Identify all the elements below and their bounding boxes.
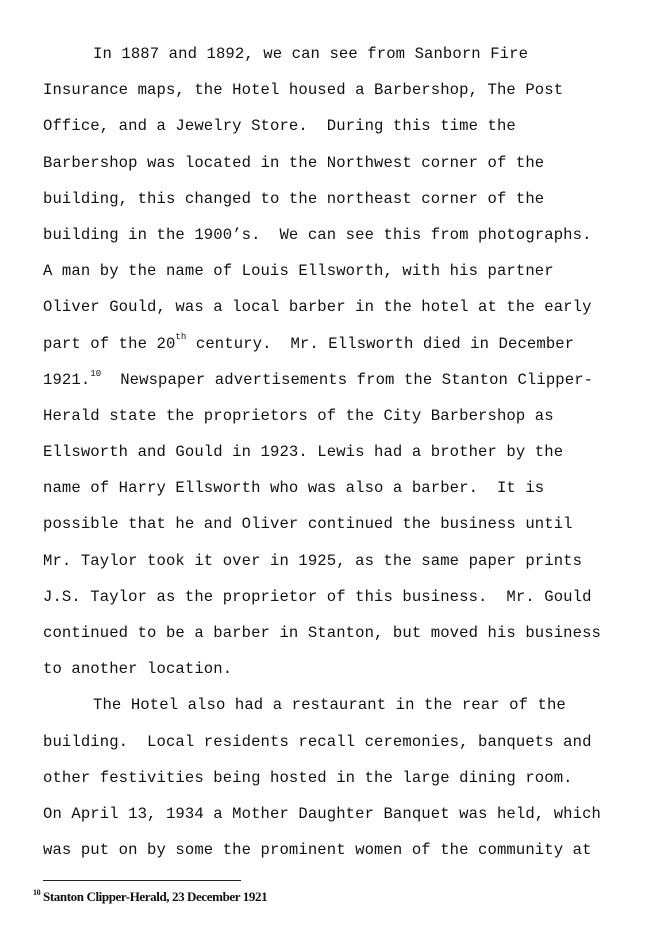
- footnote-divider: [43, 880, 241, 881]
- text-line: name of Harry Ellsworth who was also a barber. It is: [43, 479, 545, 498]
- text-line: The Hotel also had a restaurant in the rear of the: [93, 696, 566, 715]
- text-line: to another location.: [43, 660, 233, 679]
- text-line: Herald state the proprietors of the City Barbershop as: [43, 406, 554, 425]
- text-line: On April 13, 1934 a Mother Daughter Banquet was held, which: [43, 804, 602, 823]
- text-segment: part of the 20: [43, 334, 176, 353]
- text-line: building in the 1900’s. We can see this from photographs.: [43, 225, 592, 244]
- text-segment: Newspaper advertisements from the Stanton Clipper-: [101, 370, 594, 389]
- text-line: A man by the name of Louis Ellsworth, with his partner: [43, 262, 554, 281]
- text-line: In 1887 and 1892, we can see from Sanborn Fire: [93, 45, 529, 63]
- ordinal-superscript: th: [175, 332, 187, 343]
- footnote: [33, 889, 267, 905]
- footnote-text: Stanton Clipper-Herald, 23 December 1921: [40, 889, 268, 904]
- text-line: possible that he and Oliver continued the business until: [43, 515, 573, 534]
- text-line: was put on by some the prominent women of the community at: [43, 841, 592, 860]
- text-line: continued to be a barber in Stanton, but moved his business: [43, 624, 602, 642]
- footnote-reference: 10: [90, 368, 102, 379]
- text-line: Insurance maps, the Hotel housed a Barbershop, The Post: [43, 81, 564, 100]
- text-line: Barbershop was located in the Northwest corner of the: [43, 153, 545, 172]
- body-text: [43, 36, 633, 868]
- text-line: [43, 362, 633, 398]
- text-line: Oliver Gould, was a local barber in the hotel at the early: [43, 298, 592, 317]
- text-segment: century. Mr. Ellsworth died in December: [186, 334, 575, 353]
- text-line: building, this changed to the northeast corner of the: [43, 189, 545, 208]
- text-line: Ellsworth and Gould in 1923. Lewis had a brother by the: [43, 443, 564, 462]
- footnote-number: 10: [33, 887, 41, 897]
- text-line: Office, and a Jewelry Store. During this time the: [43, 117, 516, 136]
- text-segment: 1921.: [43, 370, 91, 389]
- text-line: J.S. Taylor as the proprietor of this business. Mr. Gould: [43, 587, 592, 606]
- text-line: building. Local residents recall ceremonies, banquets and: [43, 732, 592, 751]
- text-line: other festivities being hosted in the large dining room.: [43, 768, 573, 787]
- text-line: [43, 326, 633, 362]
- text-line: Mr. Taylor took it over in 1925, as the same paper prints: [43, 551, 583, 570]
